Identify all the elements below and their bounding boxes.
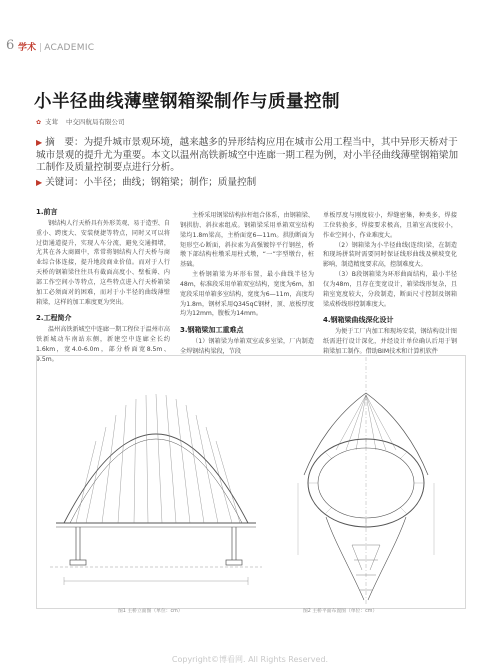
author-name: 支茸 xyxy=(45,118,59,126)
paragraph: 为便于工厂内加工和现场安装，钢结构设计图纸需进行设计深化，并经设计单位确认后用于钢箱梁加工制作。借助BIM技术和计算机软件 xyxy=(323,328,457,355)
keywords-label: 关键词： xyxy=(45,177,84,188)
column-2 xyxy=(180,211,314,357)
abstract-text: 为提升城市景观环境，越来越多的异形结构应用在城市公用工程当中，其中异形天桥对于城市景观的提升尤为重要。本文以温州高铁新城空中连廊一期工程为例，对小半径曲线薄壁钢箱梁加工制作及质量控制要点进行分析。 xyxy=(36,137,459,174)
paragraph: 主桥钢箱梁为环形布置，最小曲线半径为48m，标准段采用单箱双室结构，宽度为6m，加宽段采用单箱多室结构，宽度为6—11m，高度均为1.8m，钢材采用Q345qC钢材，顶、底板厚度均为12mm，腹板为14mm。 xyxy=(180,271,314,318)
triangle-bullet-icon: ▶ xyxy=(36,138,43,147)
abstract xyxy=(36,137,466,175)
section-label: 学术 | ACADEMIC xyxy=(18,43,95,53)
section-heading: 1.前言 xyxy=(36,208,58,216)
paragraph: （2）钢箱梁为小半径曲线(连续)梁，在制造和现场拼装时需要同时保证线形曲线及横坡变化影响，制造精度要求高，控制难度大。 xyxy=(323,241,457,269)
author-affiliation: 中交四航局有限公司 xyxy=(66,118,125,126)
section-heading: 3.钢箱梁加工重难点 xyxy=(180,326,244,335)
abstract-label: 摘 要： xyxy=(45,137,84,148)
paragraph: （3）B段钢箱梁为环形曲面结构，最小半径仅为48m，且存在变宽设计，箱梁线形复杂，且箱室宽度较大，分段制造，断面尺寸控制及钢箱梁成桥线形控制难度大。 xyxy=(323,271,457,308)
page-number: 6 xyxy=(6,38,15,53)
paragraph: 温州高铁新城空中连廊一期工程位于温州市高铁新城动车南站东侧，新建空中连廊全长约1.6km，宽4.0-6.0m，部分桥面宽8.5m、9.5m。 xyxy=(36,326,170,363)
keywords xyxy=(36,174,466,188)
paragraph: 钢结构人行天桥具有外形美观、易于造型、自重小、跨度大、安装便捷等特点，同时又可以将过街通道提升，实现人车分流，避免交通拥堵，尤其在各大商圈中，常常将钢结构人行天桥与商业综合体连接，提升地段商业价值。而对于人行天桥的钢箱梁往往具有截面高度小、壁板薄、内部工作空间小等特点，这些特点进入行天桥箱梁加工必须面对的困难，而对于小半径的曲线薄壁箱梁，这样的加工难度更为突出。 xyxy=(36,219,170,306)
section-heading: 4.钢箱梁曲线深化设计 xyxy=(323,316,394,325)
copyright-footer: Copyright©博看网. All Rights Reserved. xyxy=(171,655,329,664)
bridge-plan-drawing xyxy=(298,357,434,605)
figure-2-caption: 图2 主桥平面布置图（单位：cm） xyxy=(303,609,378,614)
author-icon: ✿ xyxy=(36,119,42,126)
column-3 xyxy=(323,211,457,357)
paragraph: （1）钢箱梁为单箱双室或多室梁，厂内制造全焊钢结构梁段，节段 xyxy=(180,338,314,355)
keywords-text: 小半径；曲线；钢箱梁；制作；质量控制 xyxy=(83,177,257,188)
triangle-bullet-icon: ▶ xyxy=(36,178,43,187)
section-heading: 2.工程简介 xyxy=(36,314,72,323)
figure-1-caption: 图1 主桥立面图（单位：cm） xyxy=(118,609,183,614)
bridge-elevation-drawing xyxy=(50,394,262,585)
section-cn: 学术 xyxy=(18,43,37,53)
column-1 xyxy=(36,208,170,363)
engineering-drawings xyxy=(36,355,466,607)
paragraph-continued: 单板厚度与刚度较小，焊缝密集，种类多，焊接工位转换多，焊接要求极高，且箱室高度较小，作业空间小，作业难度大。 xyxy=(323,212,457,239)
author-line xyxy=(36,117,125,126)
section-en: ACADEMIC xyxy=(44,43,95,53)
paragraph: 主桥采用钢梁结构拉杆组合体系，由钢箱梁、钢拱肋、斜拉索组成。钢箱梁采用单箱双室结构梁均1.8m梁高，主桥面宽6—11m。拱肋断面为矩形空心断面，斜拉索为高强镀锌平行钢丝，桥墩下部结构柱墩采用柱式墩，“一”字型墩台，桩基础。 xyxy=(180,212,314,269)
article-title: 小半径曲线薄壁钢箱梁制作与质量控制 xyxy=(34,92,340,112)
